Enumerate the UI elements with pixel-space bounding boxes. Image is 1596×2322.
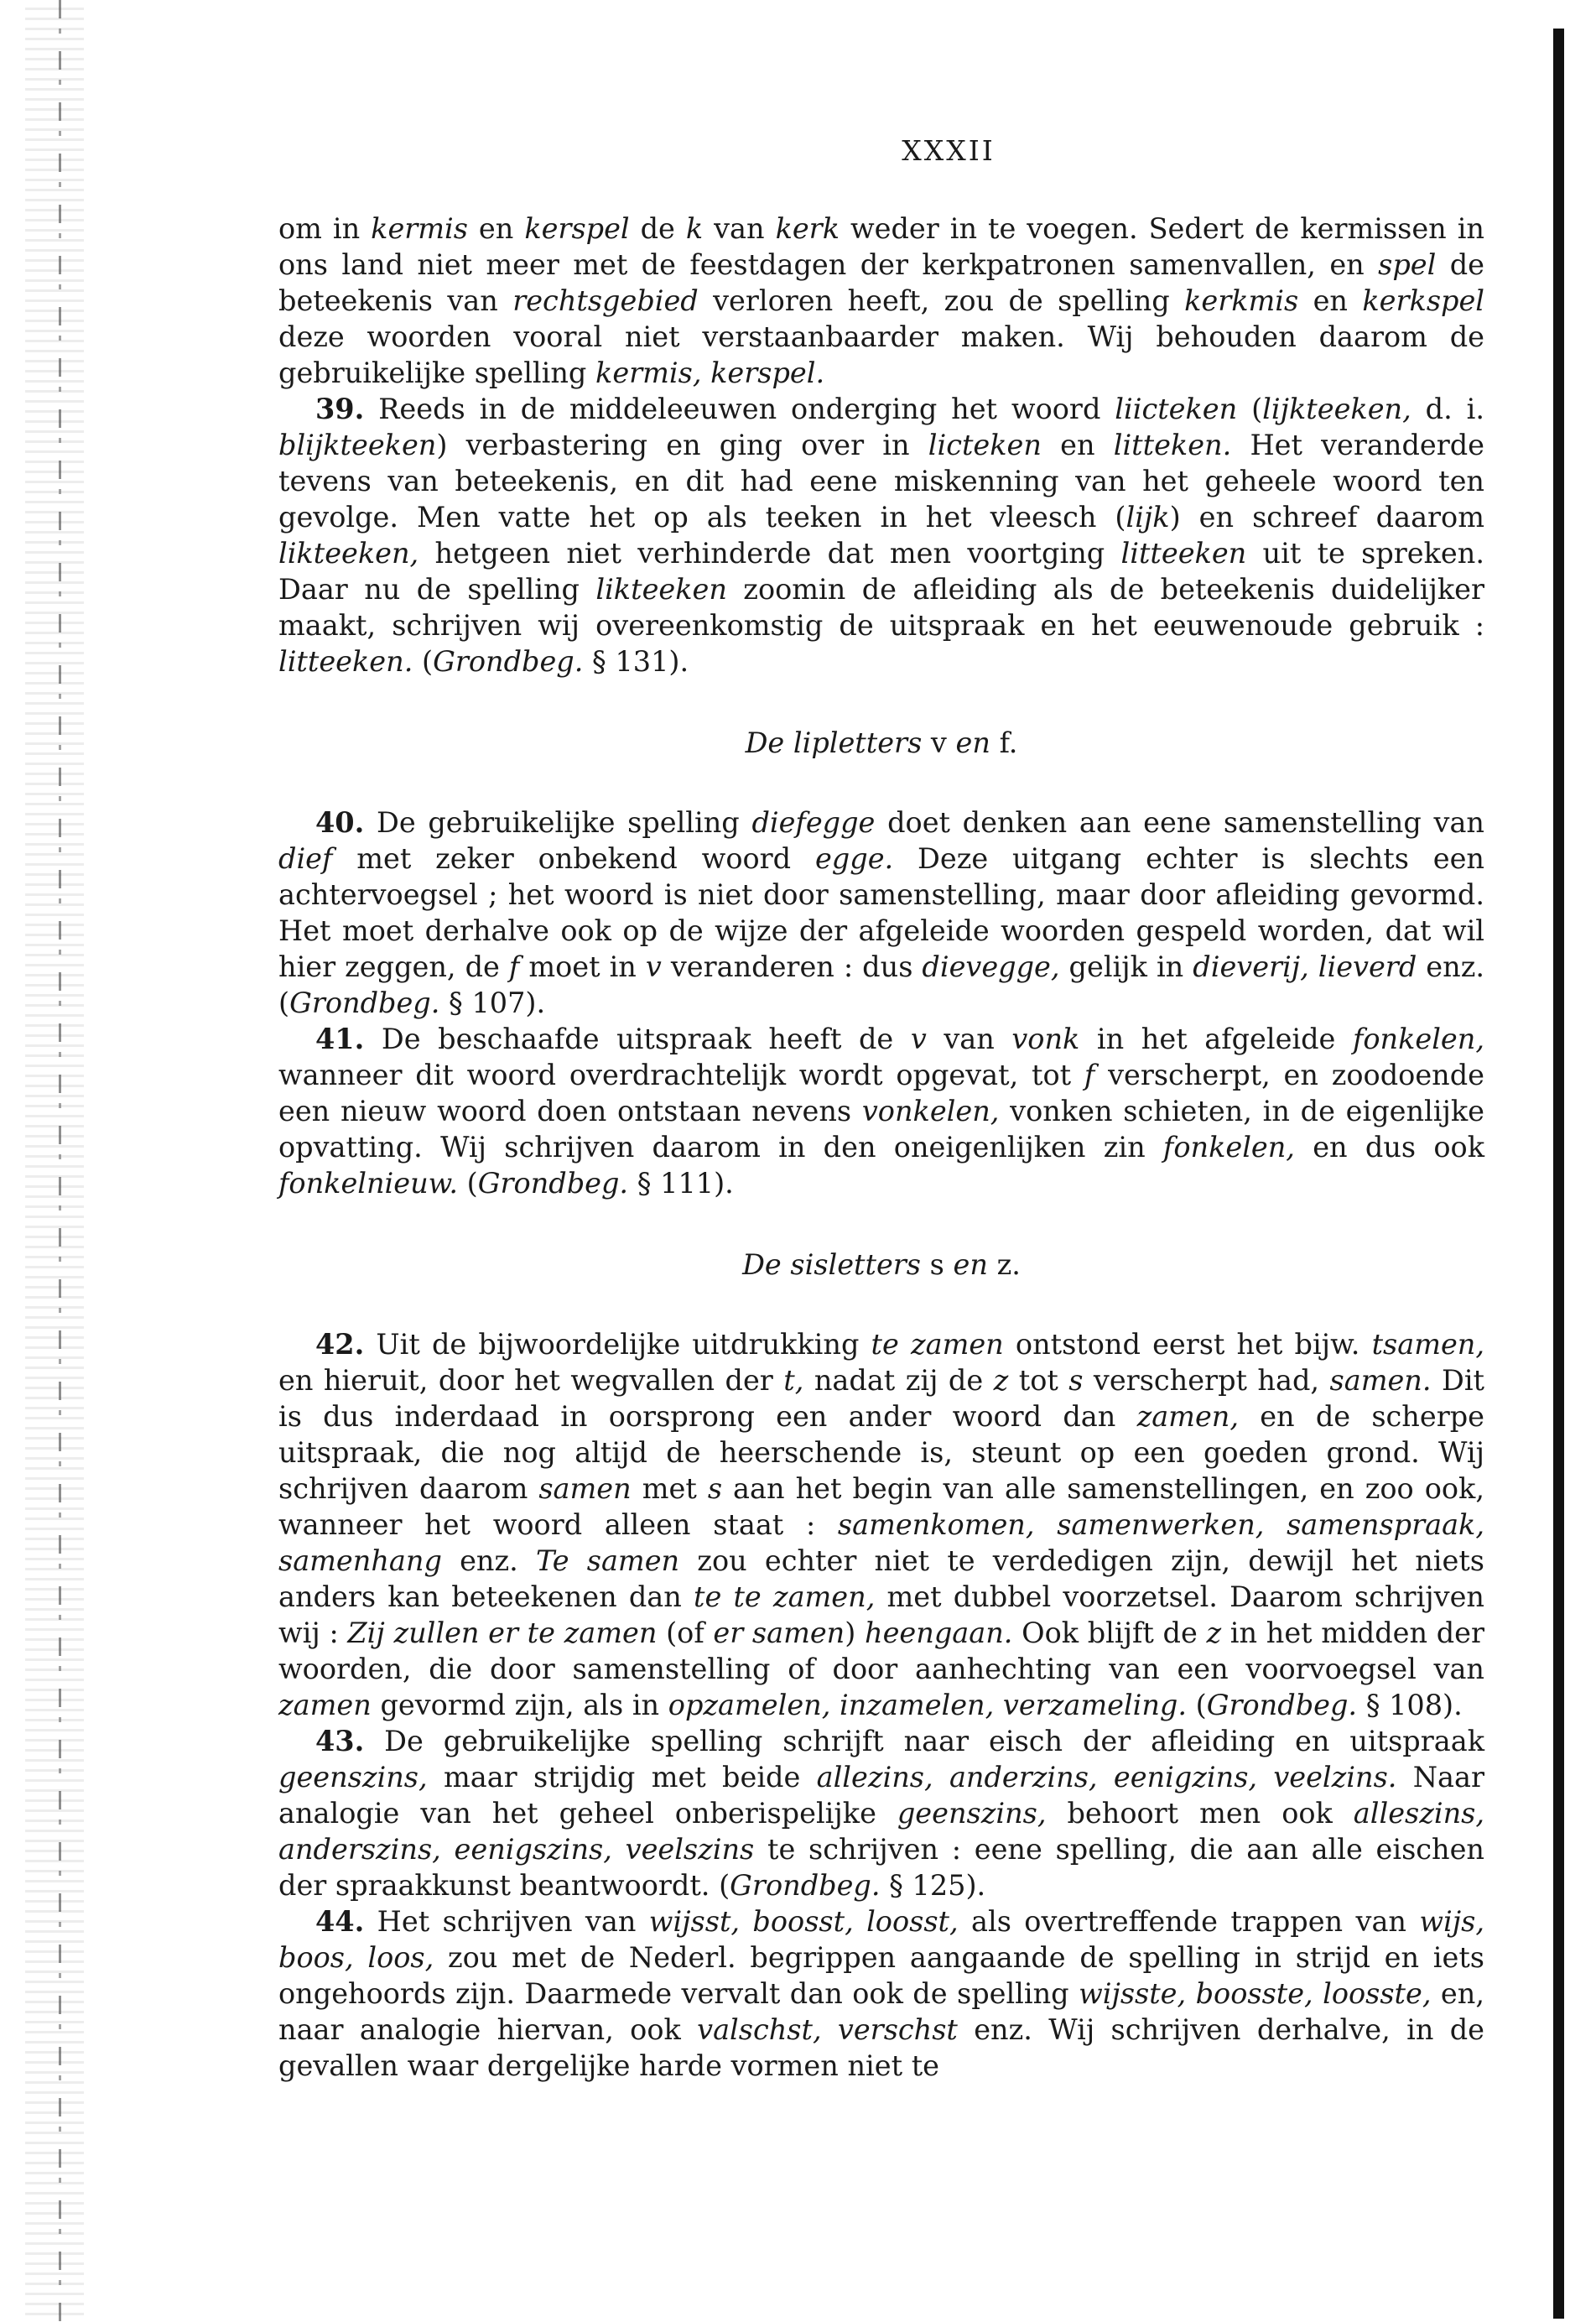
paragraph-43: 43. De gebruikelijke spelling schrijft naar eisch der afleiding en uitspraak geenszins, maar strijdig met beide allezins, anderzins, eenigzins, veelzins. Naar analogie van het geheel onberispelijke geenszins, behoort men ook alleszins, anderszins, eenigszins, veelszins te schrijven : eene spelling, die aan alle eischen der spraakkunst beantwoordt. (Grondbeg. § 125).: [278, 1725, 1485, 1902]
section-heading-sisletters: De sisletters s en z.: [742, 1248, 1021, 1281]
page-body: [278, 134, 1484, 2084]
paragraph-44: 44. Het schrijven van wijsst, boosst, loosst, als overtreffende trappen van wijs, boos, loos, zou met de Nederl. begrippen aangaande de spelling in strijd en iets ongehoords zijn. Daarmede vervalt dan ook de spelling wijsste, boosste, loosste, en, naar analogie hiervan, ook valschst, verschst enz. Wij schrijven derhalve, in de gevallen waar dergelijke harde vormen niet te: [278, 1905, 1485, 2082]
paragraph-41: 41. De beschaafde uitspraak heeft de v van vonk in het afgeleide fonkelen, wanneer dit woord overdrachtelijk wordt opgevat, tot f verscherpt, en zoodoende een nieuw woord doen ontstaan nevens vonkelen, vonken schieten, in de eigenlijke opvatting. Wij schrijven daarom in den oneigenlijken zin fonkelen, en dus ook fonkelnieuw. (Grondbeg. § 111).: [278, 1023, 1485, 1200]
paragraph-42: 42. Uit de bijwoordelijke uitdrukking te zamen ontstond eerst het bijw. tsamen, en hieruit, door het wegvallen der t, nadat zij de z tot s verscherpt had, samen. Dit is dus inderdaad in oorsprong een ander woord dan zamen, en de scherpe uitspraak, die nog altijd de heerschende is, steunt op een goeden grond. Wij schrijven daarom samen met s aan het begin van alle samenstellingen, en zoo ook, wanneer het woord alleen staat : samenkomen, samenwerken, samenspraak, samenhang enz. Te samen zou echter niet te verdedigen zijn, dewijl het niets anders kan beteekenen dan te te zamen, met dubbel voorzetsel. Daarom schrijven wij : Zij zullen er te zamen (of er samen) heengaan. Ook blijft de z in het midden der woorden, die door samenstelling of door aanhechting van een voorvoegsel van zamen gevormd zijn, als in opzamelen, inzamelen, verzameling. (Grondbeg. § 108).: [278, 1328, 1485, 1721]
section-heading-lipletters: De lipletters v en f.: [745, 726, 1018, 759]
scan-right-edge: [1553, 29, 1564, 2319]
paragraph-39: 39. Reeds in de middeleeuwen onderging het woord liicteken (lijkteeken, d. i. blijkteeken) verbastering en ging over in licteken en litteken. Het veranderde tevens van beteekenis, en dit had eene miskenning van het geheele woord ten gevolge. Men vatte het op als teeken in het vleesch (lijk) en schreef daarom likteeken, hetgeen niet verhinderde dat men voortging litteeken uit te spreken. Daar nu de spelling likteeken zoomin de afleiding als de beteekenis duidelijker maakt, schrijven wij overeenkomstig de uitspraak en het eeuwenoude gebruik : litteeken. (Grondbeg. § 131).: [278, 393, 1484, 678]
page-number: XXXII: [902, 134, 996, 167]
paragraph-40: 40. De gebruikelijke spelling diefegge doet denken aan eene samenstelling van dief met zeker onbekend woord egge. Deze uitgang echter is slechts een achtervoegsel ; het woord is niet door samenstelling, maar door afleiding gevormd. Het moet derhalve ook op de wijze der afgeleide woorden gespeld worden, dat wil hier zeggen, de f moet in v veranderen : dus dievegge, gelijk in dieverij, lieverd enz. (Grondbeg. § 107).: [278, 806, 1484, 1019]
paragraph-continuation: om in kermis en kerspel de k van kerk weder in te voegen. Sedert de kermissen in ons land niet meer met de feestdagen der kerkpatronen samenvallen, en spel de beteekenis van rechtsgebied verloren heeft, zou de spelling kerkmis en kerkspel deze woorden vooral niet verstaanbaarder maken. Wij behouden daarom de gebruikelijke spelling kermis, kerspel.: [278, 212, 1484, 389]
scan-left-edge: [25, 0, 84, 2322]
